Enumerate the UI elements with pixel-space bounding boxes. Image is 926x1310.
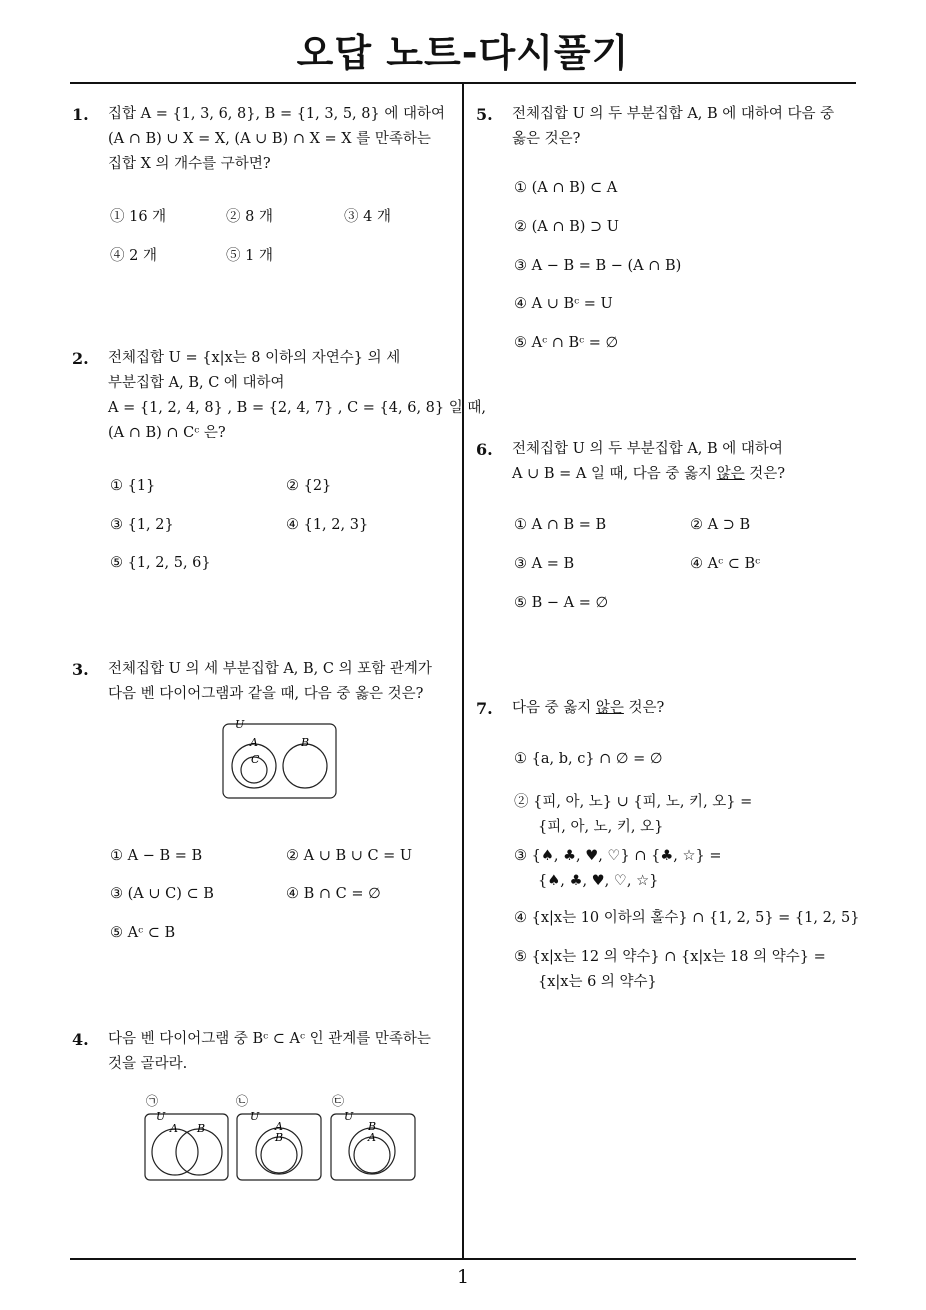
- choice-2[interactable]: ② {2}: [286, 478, 332, 494]
- choice-3[interactable]: ③ (A ∪ C) ⊂ B: [110, 886, 214, 902]
- question-text: [512, 102, 834, 152]
- question-line: 다음 벤 다이어그램과 같을 때, 다음 중 옳은 것은?: [108, 686, 424, 702]
- option-mark: ㉢: [332, 1094, 345, 1108]
- question-line: 집합 A = {1, 3, 6, 8}, B = {1, 3, 5, 8} 에 대하여: [108, 106, 445, 122]
- set-b-label: B: [368, 1120, 377, 1133]
- venn-diagram: [221, 716, 339, 802]
- question-line: 전체집합 U = {x|x는 8 이하의 자연수} 의 세: [108, 350, 401, 366]
- question-line: 부분집합 A, B, C 에 대하여: [108, 375, 285, 391]
- question-line: 전체집합 U 의 두 부분집합 A, B 에 대하여 다음 중: [512, 106, 835, 122]
- question-number: 6.: [476, 440, 493, 459]
- choice-3[interactable]: ③ A = B: [514, 556, 575, 572]
- question-text-part: 것은?: [623, 700, 665, 716]
- question-line: [512, 462, 785, 487]
- question-number: 1.: [72, 105, 89, 124]
- venn-option-3[interactable]: [328, 1090, 420, 1184]
- choice-4[interactable]: ④ 2 개: [110, 248, 157, 264]
- choice-2-continuation: {피, 아, 노, 키, 오}: [538, 819, 664, 835]
- set-a-label: A: [170, 1122, 178, 1135]
- choice-5[interactable]: ⑤ Aᶜ ⊂ B: [110, 925, 176, 941]
- choice-1[interactable]: ① {1}: [110, 478, 156, 494]
- choice-2[interactable]: ② A ∪ B ∪ C = U: [286, 848, 413, 864]
- question-line: (A ∩ B) ∪ X = X, (A ∪ B) ∩ X = X 를 만족하는: [108, 131, 431, 147]
- set-b-circle: [283, 744, 327, 788]
- universe-label: U: [156, 1110, 166, 1123]
- question-text: [108, 1027, 431, 1077]
- choice-5[interactable]: ⑤ 1 개: [226, 248, 273, 264]
- question-text: [512, 696, 664, 721]
- question-number: 7.: [476, 699, 493, 718]
- venn-option-1[interactable]: [140, 1090, 232, 1184]
- set-a-label: A: [368, 1131, 376, 1144]
- choice-3[interactable]: ③ {♠, ♣, ♥, ♡} ∩ {♣, ☆} =: [514, 848, 722, 864]
- option-mark: ㉠: [146, 1094, 159, 1108]
- set-a-circle: [232, 744, 276, 788]
- universe-label: U: [250, 1110, 260, 1123]
- column-divider: [462, 83, 464, 1259]
- question-text: [108, 657, 432, 707]
- set-b-label: B: [301, 736, 310, 749]
- page-number: 1: [456, 1266, 470, 1288]
- question-text-part: 다음 중 옳지: [512, 700, 596, 716]
- universe-label: U: [344, 1110, 354, 1123]
- question-line: 전체집합 U 의 두 부분집합 A, B 에 대하여: [512, 441, 783, 457]
- choice-5[interactable]: ⑤ {x|x는 12 의 약수} ∩ {x|x는 18 의 약수} =: [514, 949, 826, 965]
- question-number: 4.: [72, 1030, 89, 1049]
- question-text: [108, 102, 445, 177]
- choice-5[interactable]: ⑤ {1, 2, 5, 6}: [110, 555, 211, 571]
- question-text-part: A ∪ B = A 일 때, 다음 중 옳지: [512, 466, 717, 482]
- choice-4[interactable]: ④ A ∪ Bᶜ = U: [514, 296, 613, 312]
- choice-1[interactable]: ① 16 개: [110, 209, 167, 225]
- emphasis-underline: 않은: [716, 466, 745, 482]
- question-line: 집합 X 의 개수를 구하면?: [108, 156, 271, 172]
- question-number: 5.: [476, 105, 493, 124]
- choice-2[interactable]: ② 8 개: [226, 209, 273, 225]
- choice-3[interactable]: ③ {1, 2}: [110, 517, 174, 533]
- question-line: A = {1, 2, 4, 8} , B = {2, 4, 7} , C = {4, 6, 8} 일 때,: [108, 400, 486, 416]
- choice-5-continuation: {x|x는 6 의 약수}: [538, 974, 657, 990]
- choice-5[interactable]: ⑤ Aᶜ ∩ Bᶜ = ∅: [514, 335, 619, 351]
- question-text-part: 것은?: [744, 466, 786, 482]
- set-b-circle: [176, 1129, 222, 1175]
- venn-option-2[interactable]: [234, 1090, 326, 1184]
- choice-5[interactable]: ⑤ B − A = ∅: [514, 595, 609, 611]
- question-line: 것을 골라라.: [108, 1056, 188, 1072]
- set-a-label: A: [275, 1120, 283, 1133]
- set-b-label: B: [197, 1122, 206, 1135]
- question-text: [108, 346, 486, 446]
- bottom-rule: [70, 1258, 856, 1260]
- set-a-circle: [152, 1129, 198, 1175]
- set-b-label: B: [275, 1131, 284, 1144]
- question-line: 다음 벤 다이어그램 중 Bᶜ ⊂ Aᶜ 인 관계를 만족하는: [108, 1031, 431, 1047]
- set-a-label: A: [250, 736, 258, 749]
- question-line: 옳은 것은?: [512, 131, 581, 147]
- choice-4[interactable]: ④ B ∩ C = ∅: [286, 886, 381, 902]
- choice-2[interactable]: ② (A ∩ B) ⊃ U: [514, 219, 620, 235]
- question-line: (A ∩ B) ∩ Cᶜ 은?: [108, 425, 226, 441]
- question-line: 전체집합 U 의 세 부분집합 A, B, C 의 포함 관계가: [108, 661, 432, 677]
- choice-4[interactable]: ④ {1, 2, 3}: [286, 517, 369, 533]
- universe-label: U: [235, 718, 245, 731]
- option-mark: ㉡: [236, 1094, 249, 1108]
- choice-4[interactable]: ④ Aᶜ ⊂ Bᶜ: [690, 556, 761, 572]
- emphasis-underline: 않은: [595, 700, 624, 716]
- choice-4[interactable]: ④ {x|x는 10 이하의 홀수} ∩ {1, 2, 5} = {1, 2, 5}: [514, 910, 860, 926]
- set-c-label: C: [251, 753, 260, 766]
- choice-1[interactable]: ① A ∩ B = B: [514, 517, 607, 533]
- choice-1[interactable]: ① (A ∩ B) ⊂ A: [514, 180, 618, 196]
- choice-2[interactable]: ② A ⊃ B: [690, 517, 751, 533]
- choice-1[interactable]: ① {a, b, c} ∩ ∅ = ∅: [514, 751, 663, 767]
- choice-1[interactable]: ① A − B = B: [110, 848, 203, 864]
- question-number: 3.: [72, 660, 89, 679]
- choice-3-continuation: {♠, ♣, ♥, ♡, ☆}: [538, 873, 659, 889]
- page-title: 오답 노트-다시풀기: [296, 31, 630, 75]
- choice-2[interactable]: ② {피, 아, 노} ∪ {피, 노, 키, 오} =: [514, 794, 753, 810]
- question-text: [512, 437, 785, 487]
- question-number: 2.: [72, 349, 89, 368]
- choice-3[interactable]: ③ A − B = B − (A ∩ B): [514, 258, 682, 274]
- choice-3[interactable]: ③ 4 개: [344, 209, 391, 225]
- question-line: [512, 696, 664, 721]
